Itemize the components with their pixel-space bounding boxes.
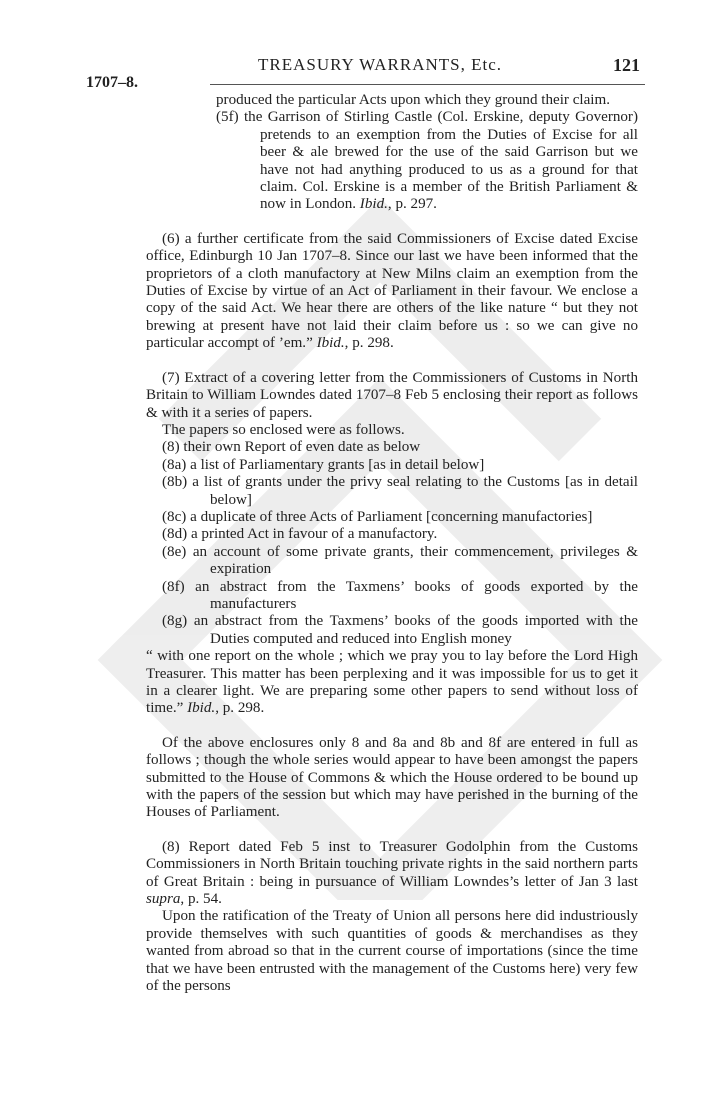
item-text: a list of Parliamentary grants [as in detail below] (190, 456, 485, 473)
paragraph (146, 109, 638, 213)
paragraph (146, 92, 638, 109)
item-text: their own Report of even date as below (183, 439, 421, 456)
list-item (146, 509, 638, 526)
list-item (146, 579, 638, 614)
paragraph (146, 908, 638, 995)
list-item (146, 439, 638, 456)
paragraph (146, 231, 638, 353)
margin-year: 1707–8. (86, 74, 138, 91)
citation: Ibid. (316, 335, 345, 352)
spacer (146, 214, 638, 231)
running-header-title: TREASURY WARRANTS, Etc. (257, 55, 503, 74)
list-item (146, 526, 638, 543)
page-number: 121 (613, 55, 640, 75)
text: Upon the ratification of the Treaty of Union all persons here did industriously provide themselves with such quantities of goods & merchandises as they wanted from abroad so that in the current course of importations (since the time that we have been entrusted with the management of the Customs here) very few of the persons (146, 908, 638, 995)
paragraph (146, 648, 638, 718)
citation: supra (146, 891, 181, 908)
item-number: (8c) (162, 508, 187, 525)
item-number: (8b) (162, 474, 188, 491)
citation: Ibid. (187, 700, 216, 717)
citation: Ibid. (359, 196, 388, 213)
paragraph (146, 422, 638, 439)
text: “ with one report on the whole ; which we pray you to lay before the Lord High Treasurer. This matter has been perplexing and it was impossible for us to get it in a clearer light. We are preparing some other papers to send without loss of time.” (146, 648, 638, 717)
text: The papers so enclosed were as follows. (162, 421, 405, 438)
text: Of the above enclosures only 8 and 8a and 8b and 8f are entered in full as follows ; though the whole series would appear to have been amongst the papers submitted to the House of Commons & which the House ordered to be bound up with the papers of the session but which may have perished in the burning of the Houses of Parliament. (146, 734, 638, 821)
text: (5f) the Garrison of Stirling Castle (Col. Erskine, deputy Governor) pretends to an exemption from the Duties of Excise for all beer & ale brewed for the use of the said Garrison but we have not had anything produced to us as a ground for that claim. Col. Erskine is a member of the British Parliament & now in London. (216, 109, 638, 213)
text: , p. 298. (344, 335, 394, 352)
body-text (146, 92, 638, 996)
list-item (146, 613, 638, 648)
text: , p. 54. (180, 891, 222, 908)
list-item (146, 457, 638, 474)
item-number: (8e) (162, 543, 187, 560)
text: , p. 297. (387, 196, 437, 213)
item-number: (8g) (162, 613, 188, 630)
item-number: (8) (162, 439, 180, 456)
item-number: (8f) (162, 578, 185, 595)
spacer (146, 718, 638, 735)
list-item (146, 474, 638, 509)
spacer (146, 353, 638, 370)
text: produced the particular Acts upon which they ground their claim. (216, 92, 610, 108)
list-item (146, 544, 638, 579)
item-text: an account of some private grants, their commencement, privileges & expiration (192, 543, 638, 578)
item-text: a printed Act in favour of a manufactory. (190, 526, 438, 543)
spacer (146, 822, 638, 839)
paragraph (146, 735, 638, 822)
text: (8) Report dated Feb 5 inst to Treasurer Godolphin from the Customs Commissioners in North Britain touching private rights in the said northern parts of Great Britain : being in pursuance of William Lowndes’s letter of Jan 3 last (146, 838, 638, 890)
item-text: a list of grants under the privy seal relating to the Customs [as in detail below] (192, 474, 638, 508)
item-text: an abstract from the Taxmens’ books of the goods imported with the Duties computed and reduced into English money (193, 613, 638, 647)
text: (7) Extract of a covering letter from the Commissioners of Customs in North Britain to William Lowndes dated 1707–8 Feb 5 enclosing their report as follows & with it a series of papers. (146, 369, 638, 421)
item-number: (8d) (162, 526, 188, 543)
header-rule (210, 84, 645, 85)
paragraph (146, 839, 638, 909)
item-text: an abstract from the Taxmens’ books of goods exported by the manufacturers (195, 578, 638, 612)
text: (6) a further certificate from the said Commissioners of Excise dated Excise office, Edinburgh 10 Jan 1707–8. Since our last we have been informed that the proprietors of a cloth manufactory at New Milns claim an exemption from the Duties of Excise by virtue of an Act of Parliament in their favour. We enclose a copy of the said Act. We hear there are others of the like nature “ but they not brewing at present have not laid their claim before us : so we can give no particular accompt of ’em.” (146, 230, 638, 352)
paragraph (146, 370, 638, 422)
text: , p. 298. (215, 700, 265, 717)
item-text: a duplicate of three Acts of Parliament [concerning manufactories] (190, 508, 593, 525)
item-number: (8a) (162, 456, 187, 473)
